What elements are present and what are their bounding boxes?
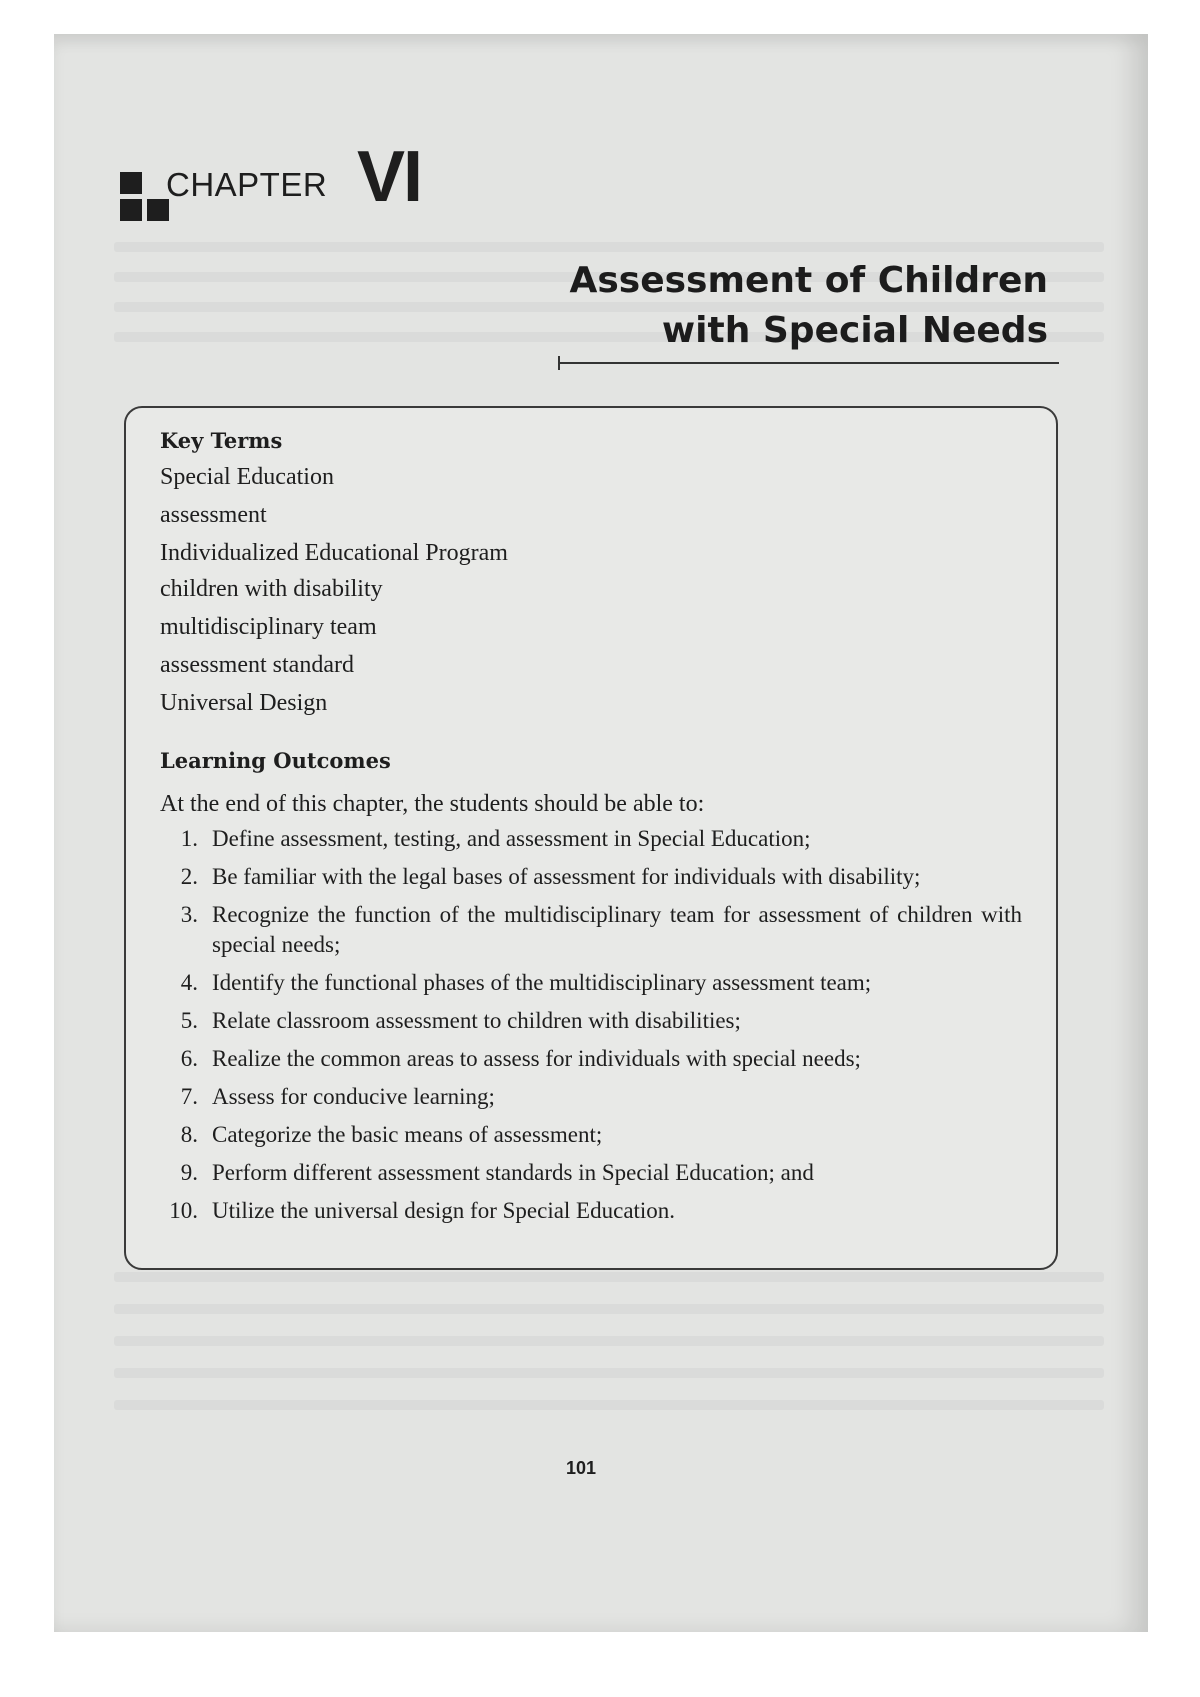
key-term: children with disability	[160, 576, 383, 602]
outcome-text: Relate classroom assessment to children with disabilities;	[212, 1008, 741, 1033]
show-through-line	[114, 1400, 1104, 1410]
outcome-text: Identify the functional phases of the multidisciplinary assessment team;	[212, 970, 872, 995]
outcome-number: 2.	[180, 864, 198, 889]
outcome-text: Realize the common areas to assess for individuals with special needs;	[212, 1046, 861, 1071]
outcome-text: Assess for conducive learning;	[212, 1084, 495, 1109]
outcome-number: 4.	[180, 970, 198, 995]
outcome-number: 5.	[180, 1008, 198, 1033]
show-through-line	[114, 242, 1104, 252]
outcome-text: Be familiar with the legal bases of assessment for individuals with disability;	[212, 864, 921, 889]
outcome-number: 9.	[180, 1160, 198, 1185]
outcome-number: 6.	[180, 1046, 198, 1071]
key-term: Universal Design	[160, 690, 328, 716]
chapter-label: CHAPTER	[166, 166, 328, 203]
show-through-line	[114, 1368, 1104, 1378]
outcome-number: 8.	[180, 1122, 198, 1147]
chapter-number: VI	[357, 137, 422, 217]
key-term: assessment standard	[160, 652, 354, 678]
book-page	[54, 34, 1148, 1632]
outcome-number: 7.	[180, 1084, 198, 1109]
show-through-line	[114, 1304, 1104, 1314]
outcome-text: Utilize the universal design for Special Education.	[212, 1198, 676, 1223]
outcome-text: Perform different assessment standards in Special Education; and	[212, 1160, 814, 1185]
chapter-title-line-1: Assessment of Children	[569, 260, 1048, 301]
key-terms-heading: Key Terms	[160, 428, 283, 453]
learning-outcomes-heading: Learning Outcomes	[160, 748, 391, 773]
outcome-number: 10.	[169, 1198, 198, 1223]
outcome-text: Define assessment, testing, and assessment in Special Education;	[212, 826, 811, 851]
key-term: multidisciplinary team	[160, 614, 377, 640]
key-term: Special Education	[160, 464, 334, 490]
outcome-number: 1.	[180, 826, 198, 851]
outcome-text: Recognize the function of the multidisciplinary team for assessment of children with special needs;	[212, 902, 1022, 957]
outcome-number: 3.	[180, 902, 198, 927]
key-terms-box	[124, 406, 1058, 1270]
learning-outcomes-intro: At the end of this chapter, the students should be able to:	[160, 791, 705, 817]
outcome-text: Categorize the basic means of assessment;	[212, 1122, 603, 1147]
title-underline	[559, 362, 1059, 364]
key-term: assessment	[160, 502, 267, 528]
key-term: Individualized Educational Program	[160, 540, 508, 566]
page-number: 101	[566, 1458, 597, 1478]
show-through-line	[114, 1336, 1104, 1346]
chapter-title-line-2: with Special Needs	[661, 310, 1048, 351]
chapter-title	[569, 256, 1048, 356]
show-through-line	[114, 1272, 1104, 1282]
title-underline-tick	[558, 356, 560, 370]
